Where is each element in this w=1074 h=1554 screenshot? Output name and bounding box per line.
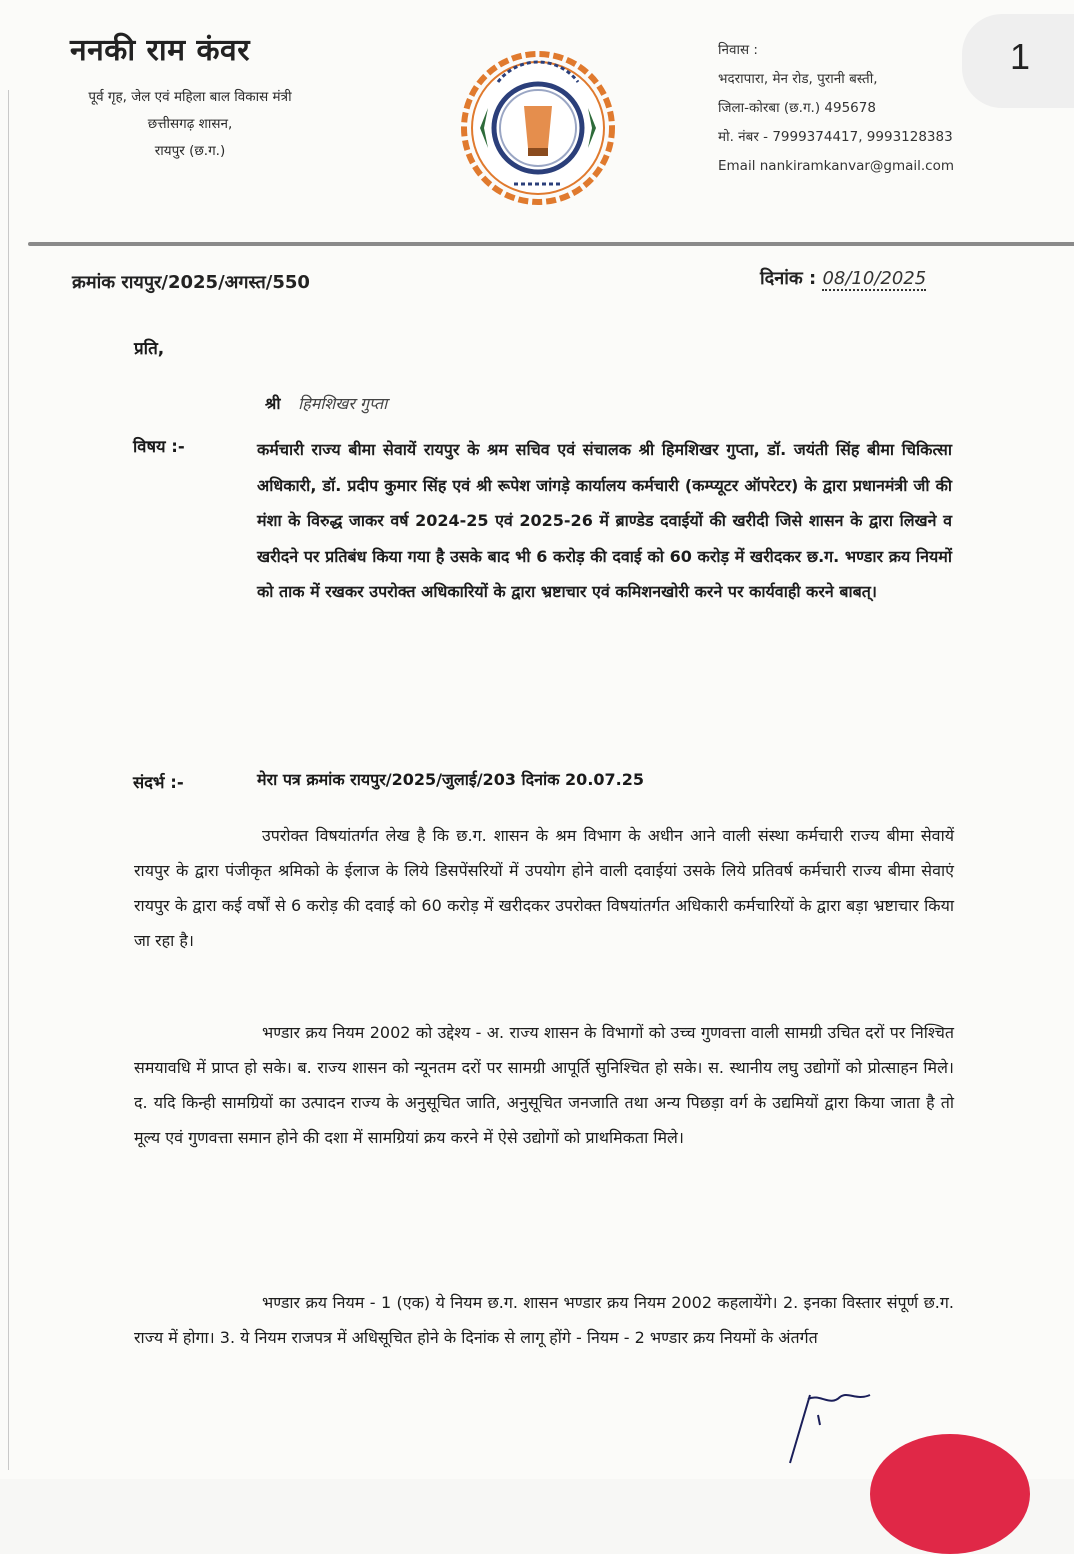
recipient-prefix: श्री <box>265 394 281 413</box>
reference-number-value: रायपुर/2025/अगस्त/550 <box>121 272 310 293</box>
phone-line: मो. नंबर - 7999374417, 9993128383 <box>718 129 953 145</box>
sender-address <box>718 36 954 181</box>
reference-number-label: क्रमांक <box>72 272 116 293</box>
email-line: Email nankiramkanvar@gmail.com <box>718 158 955 174</box>
to-label: प्रति, <box>134 339 165 359</box>
body-paragraph: भण्डार क्रय नियम - 1 (एक) ये नियम छ.ग. शासन भण्डार क्रय नियम 2002 कहलायेंगे। 2. इनका विस्तार संपूर्ण छ.ग. राज्य में होगा। 3. ये नियम राजपत्र में अधिसूचित होने के दिनांक से लागू होंगे - नियम - 2 भण्डार क्रय नियमों के अंतर्गत <box>134 1293 954 1347</box>
subject-text: कर्मचारी राज्य बीमा सेवायें रायपुर के श्रम सचिव एवं संचालक श्री हिमशिखर गुप्ता, डॉ. जयंती सिंह बीमा चिकित्सा अधिकारी, डॉ. प्रदीप कुमार सिंह एवं श्री रूपेश जांगड़े कार्यालय कर्मचारी (कम्प्यूटर ऑपरेटर) के द्वारा प्रधानमंत्री जी की मंशा के विरुद्ध जाकर वर्ष 2024-25 एवं 2025-26 में ब्राण्डेड दवाईयों की खरीदी जिसे शासन के द्वारा लिखने व खरीदने पर प्रतिबंध किया गया है उसके बाद भी 6 करोड़ की दवाई को 60 करोड़ में खरीदकर छ.ग. भण्डार क्रय नियमों को ताक में रखकर उपरोक्त अधिकारियों के द्वारा भ्रष्टाचार एवं कमिशनखोरी करने पर कार्यवाही करने बाबत्। <box>257 440 952 601</box>
letter-date <box>760 266 926 290</box>
designation-line: पूर्व गृह, जेल एवं महिला बाल विकास मंत्री <box>88 89 292 105</box>
address-line: जिला-कोरबा (छ.ग.) 495678 <box>718 100 876 116</box>
recipient-name: हिमशिखर गुप्ता <box>298 394 388 413</box>
signature <box>770 1385 880 1465</box>
page-edge <box>8 90 9 1470</box>
reference-label: संदर्भ :- <box>133 773 184 792</box>
sender-designation <box>70 84 310 165</box>
date-label: दिनांक : <box>760 268 817 289</box>
reference-number <box>72 270 310 294</box>
state-seal-logo <box>458 48 618 208</box>
body-paragraph: उपरोक्त विषयांतर्गत लेख है कि छ.ग. शासन के श्रम विभाग के अधीन आने वाली संस्था कर्मचारी राज्य बीमा सेवायें रायपुर के द्वारा पंजीकृत श्रमिको के ईलाज के लिये डिसपेंसरियों में उपयोग होने वाली दवाईयां उसके लिये प्रतिवर्ष कर्मचारी राज्य बीमा सेवाएं रायपुर के द्वारा कई वर्षों से 6 करोड़ की दवाई को 60 करोड़ में खरीदकर उपरोक्त विषयांतर्गत अधिकारी कर्मचारियों के द्वारा बड़ा भ्रष्टाचार किया जा रहा है। <box>134 826 954 950</box>
body-paragraph: भण्डार क्रय नियम 2002 को उद्देश्य - अ. राज्य शासन के विभागों को उच्च गुणवत्ता वाली सामग्री उचित दरों पर निश्चित समयावधि में प्राप्त हो सके। ब. राज्य शासन को न्यूनतम दरों पर सामग्री आपूर्ति सुनिश्चित हो सके। स. स्थानीय लघु उद्योगों को प्रोत्साहन मिले। द. यदि किन्ही सामग्रियों का उत्पादन राज्य के अनुसूचित जाति, अनुसूचित जनजाति तथा अन्य पिछड़ा वर्ग के उद्यमियों द्वारा किया जाता है तो मूल्य एवं गुणवत्ता समान होने की दशा में सामग्रियां क्रय करने में ऐसे उद्योगों को प्राथमिकता मिले। <box>134 1023 954 1147</box>
page-number: 1 <box>1010 36 1031 77</box>
date-value: 08/10/2025 <box>822 268 927 289</box>
designation-line: रायपुर (छ.ग.) <box>154 143 226 159</box>
header-divider <box>28 242 1074 246</box>
reference-text: मेरा पत्र क्रमांक रायपुर/2025/जुलाई/203 दिनांक 20.07.25 <box>257 770 645 789</box>
floating-action-button[interactable] <box>870 1434 1030 1554</box>
address-line: निवास : <box>718 42 758 58</box>
subject-label: विषय :- <box>133 437 185 456</box>
sender-name: ननकी राम कंवर <box>70 33 250 68</box>
address-line: भदरापारा, मेन रोड, पुरानी बस्ती, <box>718 71 878 87</box>
designation-line: छत्तीसगढ़ शासन, <box>147 116 233 132</box>
page-number-badge <box>962 14 1074 108</box>
recipient <box>265 392 387 414</box>
